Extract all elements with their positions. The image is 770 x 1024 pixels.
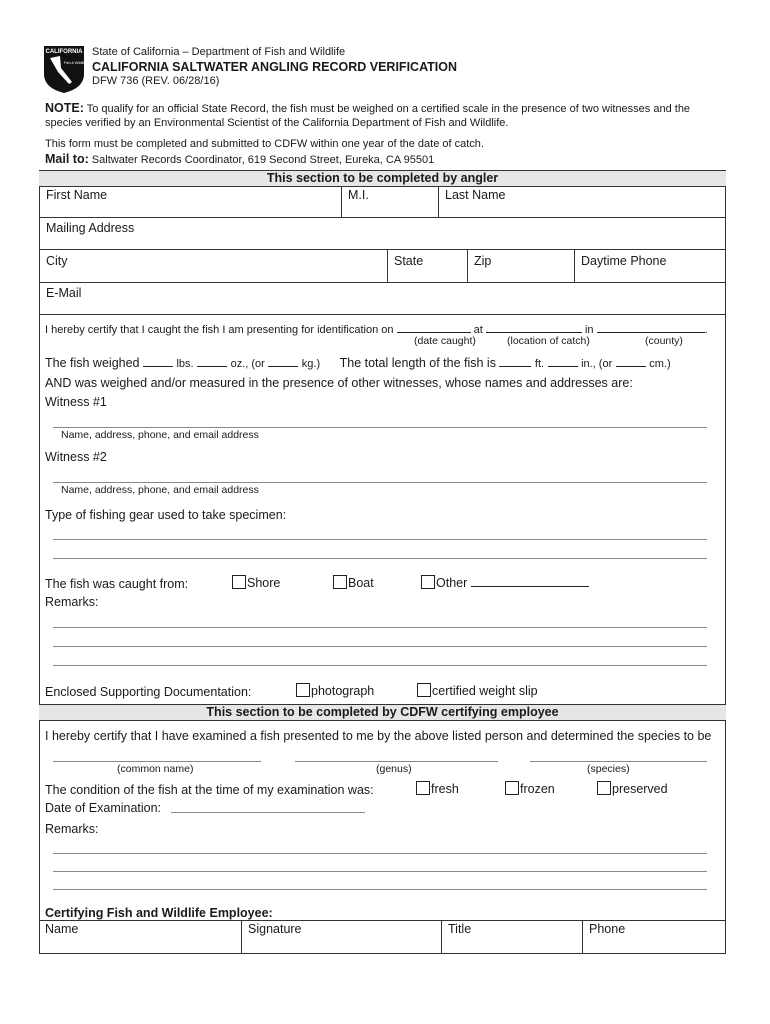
mi-label: M.I. xyxy=(348,188,369,202)
employee-name-field[interactable] xyxy=(40,937,240,953)
other-label: Other xyxy=(436,576,468,590)
cdfw-logo xyxy=(42,44,86,94)
employee-title-field[interactable] xyxy=(442,937,581,953)
common-name-field[interactable] xyxy=(53,761,261,762)
shore-checkbox[interactable] xyxy=(232,575,246,589)
witness2-field[interactable] xyxy=(53,482,707,483)
boat-label: Boat xyxy=(348,576,374,590)
cdfw-remarks-field-2[interactable] xyxy=(53,871,707,872)
note-text-1: To qualify for an official State Record, the fish must be weighed on a certified scale in the presence of two witnesses and the xyxy=(83,103,691,115)
remarks-field-2[interactable] xyxy=(53,646,707,647)
certify-catch-text: I hereby certify that I caught the fish I am presenting for identification on xyxy=(45,324,394,336)
witness-intro: AND was weighed and/or measured in the presence of other witnesses, whose names and addresses are: xyxy=(45,376,633,390)
cdfw-section-heading: This section to be completed by CDFW certifying employee xyxy=(39,704,726,721)
certify-in: in xyxy=(584,324,594,336)
photograph-checkbox[interactable] xyxy=(296,683,310,697)
date-caught-caption: (date caught) xyxy=(414,335,476,347)
ft-label: ft. xyxy=(534,358,545,370)
oz-label: oz., (or xyxy=(230,358,265,370)
mail-label: Mail to: xyxy=(45,152,89,166)
cdfw-remarks-field-3[interactable] xyxy=(53,889,707,890)
gear-field-2[interactable] xyxy=(53,558,707,559)
mail-to xyxy=(45,152,434,166)
location-field[interactable] xyxy=(486,321,582,333)
note-text-2: species verified by an Environmental Scientist of the California Department of Fish and Wildlife. xyxy=(45,117,509,129)
species-field[interactable] xyxy=(530,761,707,762)
employee-signature-label: Signature xyxy=(248,922,302,936)
fresh-option[interactable] xyxy=(416,781,459,796)
kg-field[interactable] xyxy=(268,355,298,367)
common-name-caption: (common name) xyxy=(117,763,194,775)
photograph-option[interactable] xyxy=(296,683,374,698)
genus-field[interactable] xyxy=(295,761,498,762)
remarks-field-1[interactable] xyxy=(53,627,707,628)
weight-slip-checkbox[interactable] xyxy=(417,683,431,697)
mailing-address-field[interactable] xyxy=(40,236,725,249)
cm-label: cm.) xyxy=(649,358,671,370)
employee-title-label: Title xyxy=(448,922,472,936)
county-caption: (county) xyxy=(645,335,683,347)
witness2-caption: Name, address, phone, and email address xyxy=(61,484,259,496)
form-id: DFW 736 (REV. 06/28/16) xyxy=(92,75,220,87)
daytime-phone-field[interactable] xyxy=(575,268,725,282)
other-option[interactable] xyxy=(421,575,589,590)
lbs-label: lbs. xyxy=(176,358,194,370)
ft-field[interactable] xyxy=(499,355,531,367)
condition-label: The condition of the fish at the time of my examination was: xyxy=(45,783,374,797)
mi-field[interactable] xyxy=(342,203,437,217)
county-field[interactable] xyxy=(597,321,705,333)
cdfw-remarks-field-1[interactable] xyxy=(53,853,707,854)
remarks-label: Remarks: xyxy=(45,595,99,609)
witness1-field[interactable] xyxy=(53,427,707,428)
frozen-option[interactable] xyxy=(505,781,555,796)
oz-field[interactable] xyxy=(197,355,227,367)
logo-text: CALIFORNIA xyxy=(45,49,83,55)
form-title: CALIFORNIA SALTWATER ANGLING RECORD VERIFICATION xyxy=(92,60,458,74)
form-frame xyxy=(39,170,726,954)
weight-slip-label: certified weight slip xyxy=(432,684,538,698)
certify-catch-line: I hereby certify that I caught the fish I am presenting for identification on at in . xyxy=(45,321,708,336)
in-field[interactable] xyxy=(548,355,578,367)
daytime-phone-label: Daytime Phone xyxy=(581,254,667,268)
first-name-label: First Name xyxy=(46,188,108,202)
cdfw-remarks-label: Remarks: xyxy=(45,822,99,836)
witness2-label: Witness #2 xyxy=(45,450,107,464)
weight-slip-option[interactable] xyxy=(417,683,538,698)
fresh-checkbox[interactable] xyxy=(416,781,430,795)
state-label: State xyxy=(394,254,424,268)
zip-label: Zip xyxy=(474,254,492,268)
agency-name: State of California – Department of Fish and Wildlife xyxy=(92,46,346,58)
employee-name-label: Name xyxy=(45,922,79,936)
weight-line xyxy=(45,355,671,370)
witness1-label: Witness #1 xyxy=(45,395,107,409)
employee-signature-field[interactable] xyxy=(242,937,440,953)
photograph-label: photograph xyxy=(311,684,375,698)
preserved-checkbox[interactable] xyxy=(597,781,611,795)
zip-field[interactable] xyxy=(468,268,573,282)
employee-phone-field[interactable] xyxy=(583,937,725,953)
in-label: in., (or xyxy=(581,358,613,370)
employee-phone-label: Phone xyxy=(589,922,626,936)
witness1-caption: Name, address, phone, and email address xyxy=(61,429,259,441)
species-caption: (species) xyxy=(587,763,630,775)
location-caption: (location of catch) xyxy=(507,335,590,347)
remarks-field-3[interactable] xyxy=(53,665,707,666)
date-exam-field[interactable] xyxy=(171,812,365,813)
shore-label: Shore xyxy=(247,576,281,590)
cm-field[interactable] xyxy=(616,355,646,367)
preserved-option[interactable] xyxy=(597,781,668,796)
enclosed-label: Enclosed Supporting Documentation: xyxy=(45,685,252,699)
cdfw-shield-icon xyxy=(42,44,86,94)
email-label: E-Mail xyxy=(46,286,82,300)
genus-caption: (genus) xyxy=(376,763,412,775)
length-prefix: The total length of the fish is xyxy=(339,356,496,370)
boat-checkbox[interactable] xyxy=(333,575,347,589)
caught-from-label: The fish was caught from: xyxy=(45,577,189,591)
note-label: NOTE: xyxy=(45,101,84,115)
certify-at: at xyxy=(473,324,483,336)
mailing-address-label: Mailing Address xyxy=(46,221,135,235)
last-name-label: Last Name xyxy=(445,188,506,202)
mail-address: Saltwater Records Coordinator, 619 Second Street, Eureka, CA 95501 xyxy=(88,154,435,166)
city-label: City xyxy=(46,254,68,268)
employee-heading: Certifying Fish and Wildlife Employee: xyxy=(45,906,273,920)
city-field[interactable] xyxy=(40,268,386,282)
cdfw-certify-text: I hereby certify that I have examined a fish presented to me by the above listed person and determined the species to be xyxy=(45,729,712,743)
date-caught-field[interactable] xyxy=(397,321,471,333)
lbs-field[interactable] xyxy=(143,355,173,367)
frozen-checkbox[interactable] xyxy=(505,781,519,795)
state-field[interactable] xyxy=(388,268,466,282)
other-field[interactable] xyxy=(471,575,589,587)
kg-label: kg.) xyxy=(301,358,321,370)
preserved-label: preserved xyxy=(612,782,668,796)
gear-field-1[interactable] xyxy=(53,539,707,540)
boat-option[interactable] xyxy=(333,575,374,590)
shore-option[interactable] xyxy=(232,575,280,590)
gear-label: Type of fishing gear used to take specimen: xyxy=(45,508,287,522)
first-name-field[interactable] xyxy=(40,203,340,217)
fresh-label: fresh xyxy=(431,782,459,796)
logo-sub-text: Fish & Wildlife xyxy=(63,61,86,65)
submit-instruction: This form must be completed and submitted to CDFW within one year of the date of catch. xyxy=(45,138,484,150)
other-checkbox[interactable] xyxy=(421,575,435,589)
angler-section-heading: This section to be completed by angler xyxy=(39,170,726,187)
last-name-field[interactable] xyxy=(439,203,725,217)
email-field[interactable] xyxy=(40,301,725,314)
note-block xyxy=(45,101,735,130)
date-exam-label: Date of Examination: xyxy=(45,801,162,815)
weighed-prefix: The fish weighed xyxy=(45,356,140,370)
frozen-label: frozen xyxy=(520,782,555,796)
